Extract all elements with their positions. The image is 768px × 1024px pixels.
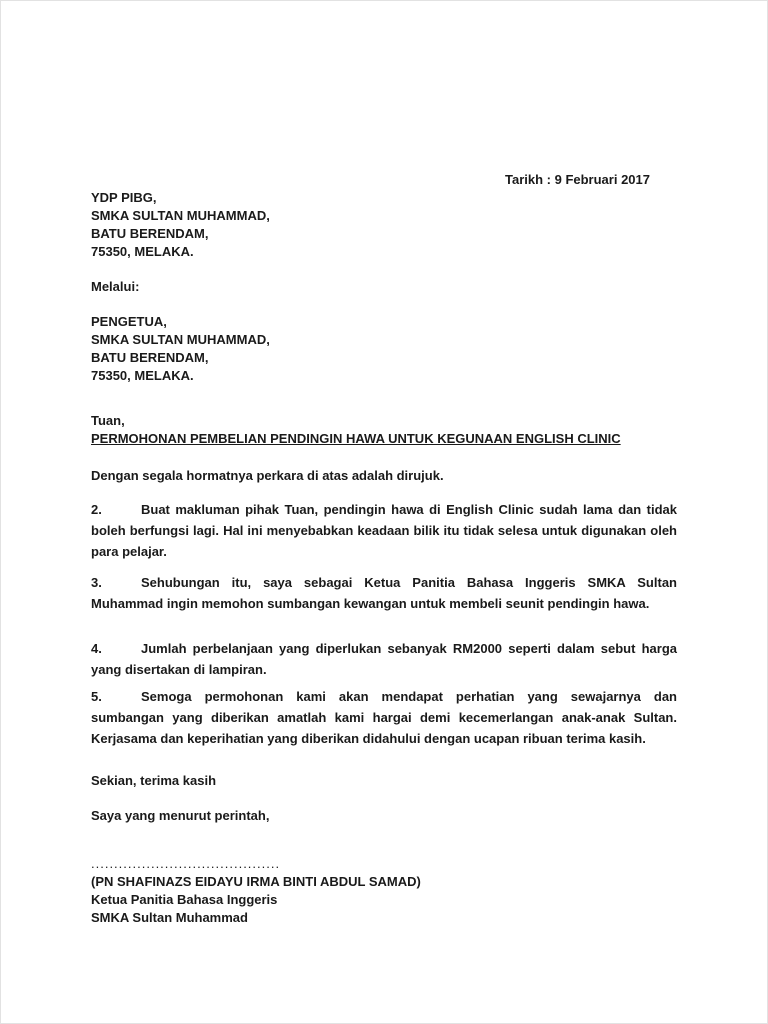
paragraph-number: 5.: [91, 689, 102, 704]
via-line: SMKA SULTAN MUHAMMAD,: [91, 332, 270, 347]
intro-paragraph: Dengan segala hormatnya perkara di atas adalah dirujuk.: [91, 468, 444, 483]
via-line: BATU BERENDAM,: [91, 350, 209, 365]
signatory-name: (PN SHAFINAZS EIDAYU IRMA BINTI ABDUL SAMAD): [91, 874, 421, 889]
via-line: PENGETUA,: [91, 314, 167, 329]
paragraph-text: Buat makluman pihak Tuan, pendingin hawa di English Clinic sudah lama dan tidak boleh berfungsi lagi. Hal ini menyebabkan keadaan bilik itu tidak selesa untuk digunakan oleh para pelajar.: [91, 502, 677, 559]
paragraph: [91, 686, 677, 749]
paragraph: [91, 638, 677, 680]
paragraph-text: Sehubungan itu, saya sebagai Ketua Panitia Bahasa Inggeris SMKA Sultan Muhammad ingin memohon sumbangan kewangan untuk membeli seunit pendingin hawa.: [91, 575, 677, 611]
paragraph-text: Jumlah perbelanjaan yang diperlukan sebanyak RM2000 seperti dalam sebut harga yang disertakan di lampiran.: [91, 641, 677, 677]
closing-line: Sekian, terima kasih: [91, 773, 217, 788]
via-line: 75350, MELAKA.: [91, 368, 194, 383]
recipient-block: [91, 189, 677, 261]
letter-content: [91, 171, 677, 927]
subject-line: PERMOHONAN PEMBELIAN PENDINGIN HAWA UNTUK KEGUNAAN ENGLISH CLINIC: [91, 431, 621, 446]
signature-dotted-line: .........................................: [91, 856, 281, 871]
recipient-line: BATU BERENDAM,: [91, 226, 209, 241]
sign-off-line: Saya yang menurut perintah,: [91, 808, 270, 823]
via-label: Melalui:: [91, 279, 140, 294]
recipient-line: SMKA SULTAN MUHAMMAD,: [91, 208, 270, 223]
via-block: [91, 313, 677, 385]
paragraph-number: 3.: [91, 575, 102, 590]
paragraph: [91, 499, 677, 562]
signatory-organization: SMKA Sultan Muhammad: [91, 910, 248, 925]
paragraph-number: 2.: [91, 502, 102, 517]
salutation: Tuan,: [91, 413, 125, 428]
recipient-line: YDP PIBG,: [91, 190, 157, 205]
paragraph-text: Semoga permohonan kami akan mendapat perhatian yang sewajarnya dan sumbangan yang diberikan amatlah kami hargai demi kecemerlangan anak-anak Sultan. Kerjasama dan keperihatian yang diberikan didahului dengan ucapan ribuan terima kasih.: [91, 689, 677, 746]
recipient-line: 75350, MELAKA.: [91, 244, 194, 259]
signatory-title: Ketua Panitia Bahasa Inggeris: [91, 892, 278, 907]
paragraph: [91, 572, 677, 614]
date-line: Tarikh : 9 Februari 2017: [505, 172, 650, 187]
paragraph-number: 4.: [91, 641, 102, 656]
